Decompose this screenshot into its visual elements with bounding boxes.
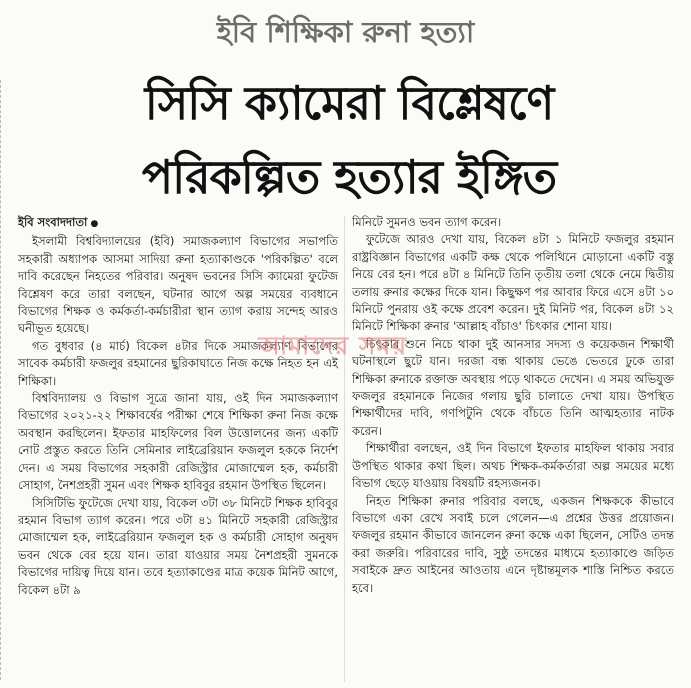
article-column-right — [352, 214, 674, 597]
body-paragraph: শিক্ষার্থীরা বলছেন, ওই দিন বিভাগে ইফতার মাহফিল থাকায় সবার উপস্থিত থাকার কথা ছিল। অথচ শিক্ষক-কর্মকর্তারা অল্প সময়ের মধ্যে বিভাগ ছেড়ে যাওয়ায় বিষয়টি রহস্যজনক। — [352, 441, 674, 491]
article-column-left — [18, 214, 338, 599]
body-paragraph: বিশ্ববিদ্যালয় ও বিভাগ সূত্রে জানা যায়, ওই দিন সমাজকল্যাণ বিভাগের ২০২১-২২ শিক্ষাবর্ষের পরীক্ষা শেষে শিক্ষিকা রুনা নিজ কক্ষে অবস্থান করছিলেন। ইফতার মাহফিলের বিল উত্তোলনের জন্য একটি নোট প্রস্তুত করতে তিনি সেমিনার লাইব্রেরিয়ান ফজলুল হককে নির্দেশ দেন। এ সময় বিভাগের সহকারী রেজিস্ট্রার মোজাম্মেল হক, কর্মচারী সোহাগ, নৈশপ্রহরী সুমন এবং শিক্ষক হাবিবুর রহমান উপস্থিত ছিলেন। — [18, 391, 338, 493]
body-paragraph: চিৎকার শুনে নিচে থাকা দুই আনসার সদস্য ও কয়েকজন শিক্ষার্থী ঘটনাস্থলে ছুটে যান। দরজা বন্ধ থাকায় ভেঙে ভেতরে ঢুকে তারা শিক্ষিকা রুনাকে রক্তাক্ত অবস্থায় পড়ে থাকতে দেখেন। এ সময় অভিযুক্ত ফজলুর রহমানকে নিজের গলায় ছুরি চালাতে দেখা যায়। উপস্থিত শিক্ষার্থীদের দাবি, গণপিটুনি থেকে বাঁচতে তিনি আত্মহত্যার নাটক করেন। — [352, 336, 674, 438]
body-paragraph: নিহত শিক্ষিকা রুনার পরিবার বলছে, একজন শিক্ষককে কীভাবে বিভাগে একা রেখে সবাই চলে গেলেন—এ প্রশ্নের উত্তর প্রয়োজন। ফজলুর রহমান কীভাবে জানলেন রুনা কক্ষে একা ছিলেন, সেটিও তদন্ত করা জরুরি। পরিবারের দাবি, সুষ্ঠু তদন্তের মাধ্যমে হত্যাকাণ্ডে জড়িত সবাইকে দ্রুত আইনের আওতায় এনে দৃষ্টান্তমূলক শাস্তি নিশ্চিত করতে হবে। — [352, 493, 674, 595]
byline: ইবি সংবাদদাতা ● — [18, 215, 98, 229]
body-paragraph: ইসলামী বিশ্ববিদ্যালয়ের (ইবি) সমাজকল্যাণ বিভাগের সভাপতি সহকারী অধ্যাপক আসমা সাদিয়া রুনা হত্যাকাণ্ডকে 'পরিকল্পিত' বলে দাবি করেছেন নিহতের পরিবার। অনুষদ ভবনের সিসি ক্যামেরা ফুটেজ বিশ্লেষণ করে তারা বলছেন, ঘটনার আগে অল্প সময়ের ব্যবধানে বিভাগের শিক্ষক ও কর্মকর্তা-কর্মচারীরা স্থান ত্যাগ করায় সন্দেহ আরও ঘনীভূত হয়েছে। — [18, 234, 338, 336]
watermark-logo: আমাদের সময় — [258, 331, 408, 360]
column-divider — [344, 216, 345, 682]
page-edge-marks — [0, 80, 4, 680]
headline-line-1: সিসি ক্যামেরা বিশ্লেষণে — [144, 76, 554, 130]
article-kicker: ইবি শিক্ষিকা রুনা হত্যা — [216, 15, 475, 49]
headline-line-2: পরিকল্পিত হত্যার ইঙ্গিত — [141, 150, 557, 204]
body-paragraph: ফুটেজে আরও দেখা যায়, বিকেল ৪টা ১ মিনিটে ফজলুর রহমান রাষ্ট্রবিজ্ঞান বিভাগের একটি কক্ষ থেকে পলিথিনে মোড়ানো একটি বস্তু নিয়ে বের হন। পরে ৪টা ৪ মিনিটে তিনি তৃতীয় তলা থেকে নেমে দ্বিতীয় তলায় রুনার কক্ষের দিকে যান। কিছুক্ষণ পর আবার ফিরে এসে ৪টা ১০ মিনিটে পুনরায় ওই কক্ষে প্রবেশ করেন। দুই মিনিট পর, বিকেল ৪টা ১২ মিনিটে শিক্ষিকা রুনার 'আল্লাহ বাঁচাও' চিৎকার শোনা যায়। — [352, 232, 674, 334]
body-paragraph: গত বুধবার (৪ মার্চ) বিকেল ৪টার দিকে সমাজকল্যাণ বিভাগের সাবেক কর্মচারী ফজলুর রহমানের ছুরিকাঘাতে নিজ কক্ষে নিহত হন এই শিক্ষিকা। — [18, 338, 338, 388]
body-paragraph: মিনিটে সুমনও ভবন ত্যাগ করেন। — [352, 215, 502, 229]
byline-paragraph — [18, 214, 338, 233]
body-paragraph: সিসিটিভি ফুটেজে দেখা যায়, বিকেল ৩টা ৩৮ মিনিটে শিক্ষক হাবিবুর রহমান বিভাগ ত্যাগ করেন। পরে ৩টা ৪১ মিনিটে সহকারী রেজিস্ট্রার মোজাম্মেল হক, লাইব্রেরিয়ান ফজলুল হক ও কর্মচারী সোহাগ অনুষদ ভবন থেকে বের হয়ে যান। তারা যাওয়ার সময় নৈশপ্রহরী সুমনকে বিভাগের দায়িত্ব দিয়ে যান। তবে হত্যাকাণ্ডের মাত্র কয়েক মিনিট আগে, বিকেল ৪টা ৯ — [18, 495, 338, 597]
